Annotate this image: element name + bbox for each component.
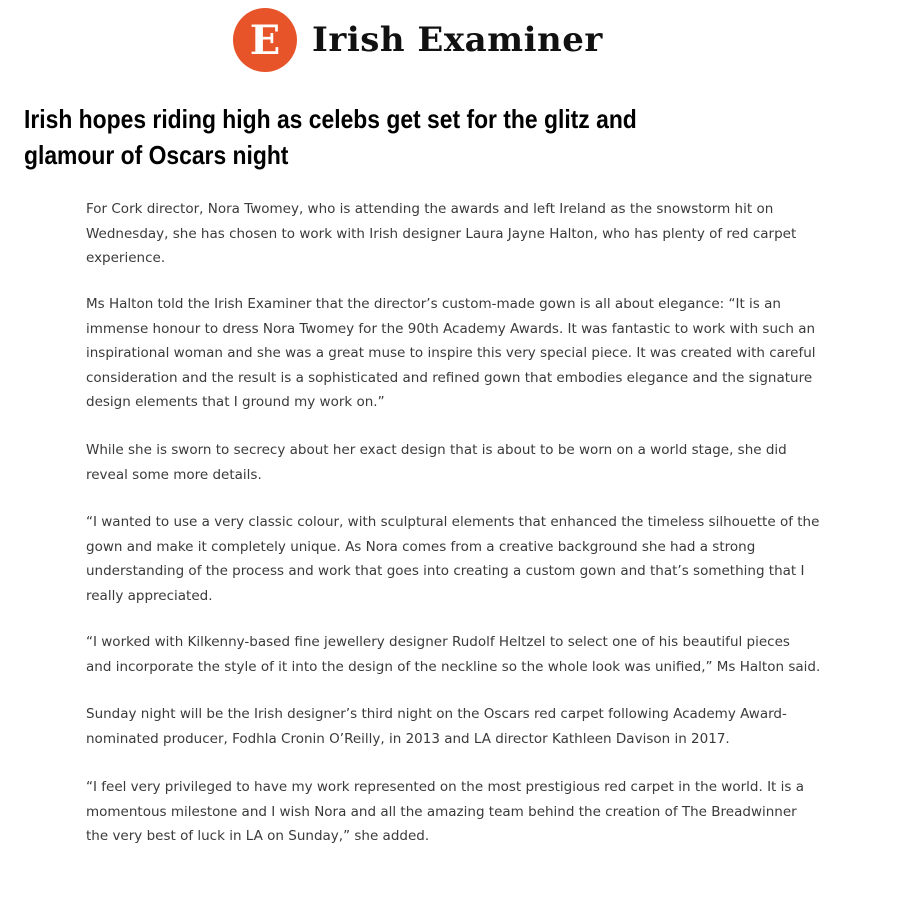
paragraph-line: experience. [86,250,166,267]
article-paragraph [86,438,787,487]
paragraph-line: Sunday night will be the Irish designer’s third night on the Oscars red carpet following Academy Award- [86,706,787,722]
paragraph-line: While she is sworn to secrecy about her exact design that is about to be worn on a world stage, she did [86,442,787,458]
paragraph-line: immense honour to dress Nora Twomey for the 90th Academy Awards. It was fantastic to work with such an [86,320,816,337]
article-paragraph [86,702,787,751]
article-paragraph [86,197,796,271]
irish-examiner-logo-icon [232,7,298,73]
paragraph-line: momentous milestone and I wish Nora and all the amazing team behind the creation of The Breadwinner [86,803,797,820]
paragraph-line: consideration and the result is a sophisticated and refined gown that embodies elegance and the signature [86,369,813,386]
paragraph-line: “I feel very privileged to have my work represented on the most prestigious red carpet in the world. It is a [86,779,804,795]
paragraph-line: the very best of luck in LA on Sunday,” she added. [86,828,430,845]
article-headline [24,101,637,173]
svg-text:E: E [249,17,281,64]
paragraph-line: design elements that I ground my work on.” [86,394,385,411]
masthead [232,6,603,74]
paragraph-line: nominated producer, Fodhla Cronin O’Reilly, in 2013 and LA director Kathleen Davison in 2017. [86,730,730,747]
paragraph-line: reveal some more details. [86,466,262,483]
paragraph-line: really appreciated. [86,587,213,604]
paragraph-line: and incorporate the style of it into the design of the neckline so the whole look was unified,” Ms Halton said. [86,658,821,675]
paragraph-line: “I wanted to use a very classic colour, with sculptural elements that enhanced the timeless silhouette of the [86,514,820,530]
headline-line: glamour of Oscars night [24,140,289,170]
article-paragraph [86,510,819,608]
masthead-wordmark: Irish Examiner [312,20,603,60]
headline-line: Irish hopes riding high as celebs get set for the glitz and [24,104,637,134]
paragraph-line: For Cork director, Nora Twomey, who is attending the awards and left Ireland as the snowstorm hit on [86,201,774,217]
paragraph-line: gown and make it completely unique. As Nora comes from a creative background she had a strong [86,538,756,555]
paragraph-line: understanding of the process and work that goes into creating a custom gown and that’s something that I [86,563,805,580]
paragraph-line: Ms Halton told the Irish Examiner that the director’s custom-made gown is all about elegance: “It is an [86,296,781,312]
article-paragraph [86,775,804,849]
article-paragraph [86,292,816,415]
paragraph-line: Wednesday, she has chosen to work with Irish designer Laura Jayne Halton, who has plenty of red carpet [86,225,797,242]
paragraph-line: inspirational woman and she was a great muse to inspire this very special piece. It was created with careful [86,345,816,362]
article-paragraph [86,630,820,679]
paragraph-line: “I worked with Kilkenny-based fine jewellery designer Rudolf Heltzel to select one of his beautiful pieces [86,634,790,650]
